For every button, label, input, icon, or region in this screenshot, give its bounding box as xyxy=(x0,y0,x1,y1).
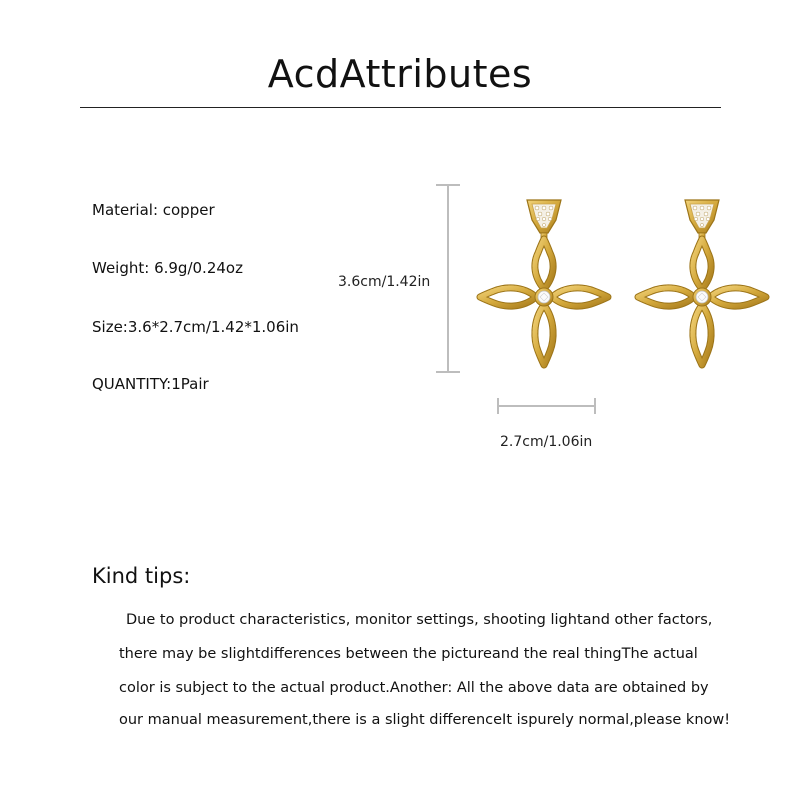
earring-left xyxy=(480,200,608,365)
tip-line-3: color is subject to the actual product.Another: All the above data are obtained by xyxy=(119,680,709,696)
tip-line-4: our manual measurement,there is a slight differenceIt ispurely normal,please know! xyxy=(119,712,731,728)
tip-line-2: there may be slightdifferences between the pictureand the real thingThe actual xyxy=(119,646,698,662)
width-measure-line xyxy=(498,398,595,414)
spec-weight: Weight: 6.9g/0.24oz xyxy=(92,259,243,277)
height-measure-line xyxy=(436,185,460,372)
tip-line-1: Due to product characteristics, monitor settings, shooting lightand other factors, xyxy=(126,612,713,628)
spec-size: Size:3.6*2.7cm/1.42*1.06in xyxy=(92,318,299,336)
spec-material: Material: copper xyxy=(92,201,215,219)
tips-title: Kind tips: xyxy=(92,564,191,588)
spec-quantity: QUANTITY:1Pair xyxy=(92,375,209,393)
page-title: AcdAttributes xyxy=(267,52,533,96)
width-label: 2.7cm/1.06in xyxy=(500,434,593,450)
height-label: 3.6cm/1.42in xyxy=(338,274,431,290)
earring-right xyxy=(638,200,766,365)
